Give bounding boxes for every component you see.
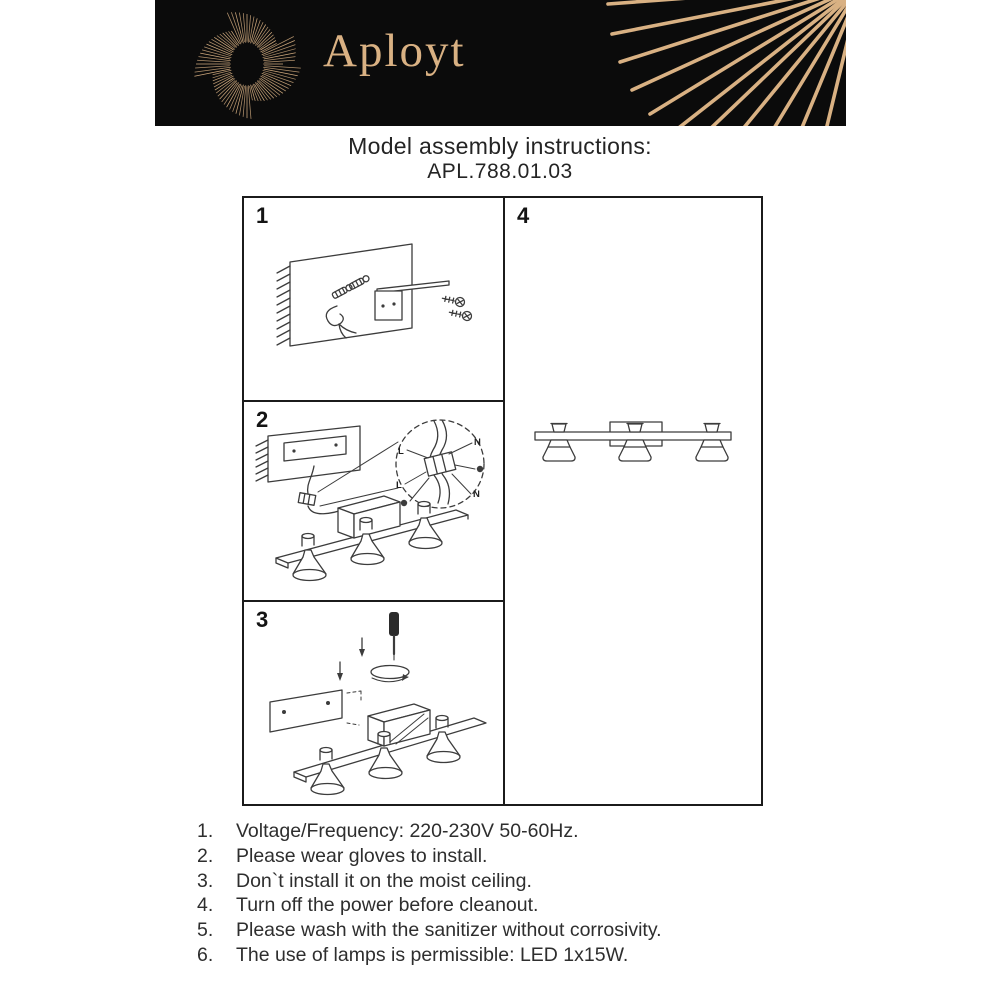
terminal-block-drawing <box>424 452 456 476</box>
step-number-4: 4 <box>517 203 530 228</box>
brand-banner <box>155 0 846 126</box>
step-number-1: 1 <box>256 203 269 228</box>
step-panel-1 <box>244 198 503 402</box>
instruction-item <box>197 869 837 894</box>
instruction-text: Please wash with the sanitizer without corrosivity. <box>236 919 662 942</box>
instruction-item <box>197 943 837 968</box>
instruction-number: 3. <box>197 869 214 892</box>
instruction-list <box>197 819 837 968</box>
instruction-item <box>197 844 837 869</box>
instruction-number: 4. <box>197 894 214 917</box>
step-number-3: 3 <box>256 607 269 632</box>
wire-label-N: N <box>473 489 480 500</box>
lamp-drawing <box>696 424 728 462</box>
brand-logo-text: Aployt <box>323 25 466 77</box>
instruction-text: Turn off the power before cleanout. <box>236 894 539 917</box>
page-title: Model assembly instructions: <box>348 133 652 159</box>
ground-symbol <box>401 500 407 506</box>
corner-rays-icon <box>596 0 846 126</box>
steps-left-column <box>244 198 505 804</box>
mounting-bracket-drawing <box>375 291 402 320</box>
sunburst-logo-icon <box>191 8 303 120</box>
instruction-text: Don`t install it on the moist ceiling. <box>236 869 532 892</box>
step-panel-3 <box>244 602 503 804</box>
screw-icon <box>441 294 465 307</box>
wire-label-L: L <box>398 446 404 457</box>
steps-right-column <box>505 198 761 804</box>
instruction-item <box>197 893 837 918</box>
wall-plate-drawing <box>270 690 342 732</box>
instruction-text: Voltage/Frequency: 220-230V 50-60Hz. <box>236 820 579 842</box>
instruction-text: Please wear gloves to install. <box>236 844 488 867</box>
ground-symbol <box>477 466 483 472</box>
lamp-drawing <box>543 424 575 462</box>
instruction-text: The use of lamps is permissible: LED 1x15W. <box>236 943 629 966</box>
assembly-steps-grid <box>242 196 763 806</box>
model-number: APL.788.01.03 <box>427 160 573 183</box>
wire-label-L: L <box>396 480 402 491</box>
step-number-2: 2 <box>256 407 269 432</box>
step-4-drawing <box>505 198 761 804</box>
instruction-number: 6. <box>197 943 214 966</box>
instruction-number: 1. <box>197 820 214 842</box>
step-panel-2 <box>244 402 503 602</box>
instruction-number: 2. <box>197 844 214 867</box>
step-1-drawing <box>244 198 501 398</box>
instruction-number: 5. <box>197 919 214 942</box>
step-3-drawing <box>244 602 501 801</box>
wire-label-N: N <box>474 437 481 448</box>
step-2-drawing <box>244 402 501 598</box>
instruction-item <box>197 819 837 844</box>
fixture-bar-drawing <box>535 432 731 440</box>
step-panel-4 <box>505 198 761 804</box>
instruction-item <box>197 918 837 943</box>
wire-connector-drawing <box>298 493 315 506</box>
screwdriver-icon <box>389 612 399 660</box>
screw-icon <box>448 308 472 321</box>
